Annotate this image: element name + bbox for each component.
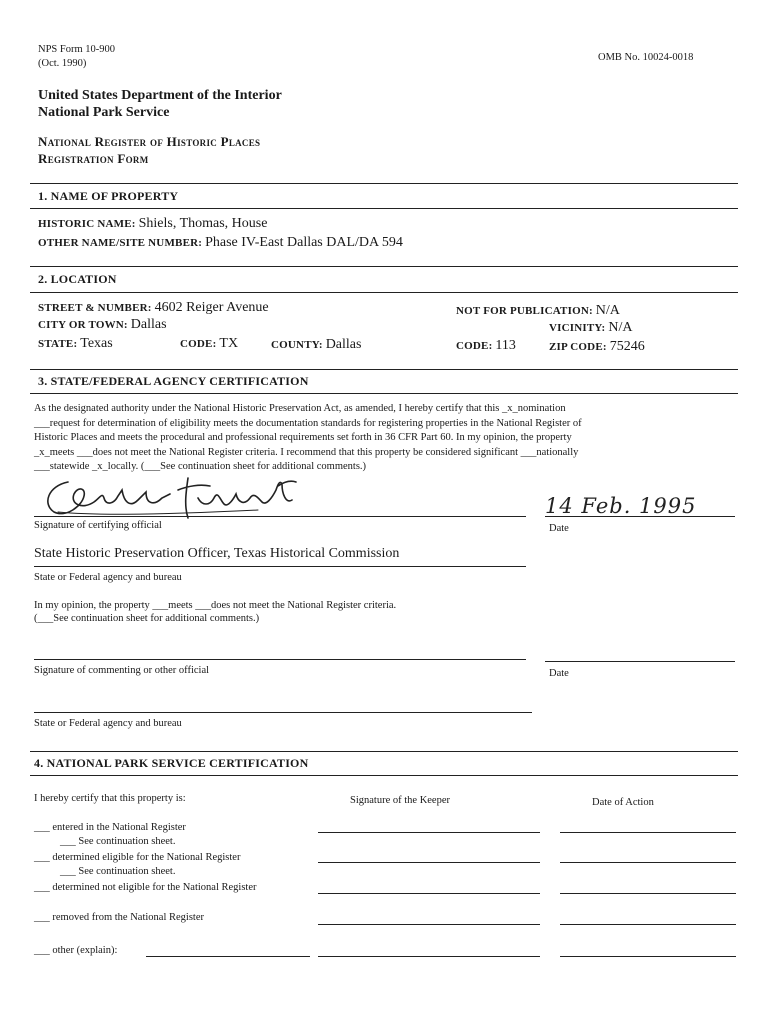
county-code-value: 113 — [495, 338, 516, 353]
other-explain-line[interactable] — [146, 956, 310, 957]
section-divider — [30, 183, 738, 184]
certifying-official-title: State Historic Preservation Officer, Texas Historical Commission — [34, 546, 400, 561]
date-of-action-label: Date of Action — [592, 797, 654, 808]
opinion-line: In my opinion, the property ___meets ___does not meet the National Register criteria. — [34, 600, 397, 611]
county-code-label: CODE: 113 — [456, 338, 516, 353]
county-label: COUNTY: Dallas — [271, 337, 362, 352]
vicinity-value: N/A — [608, 320, 633, 335]
status-option-eligible[interactable]: ___ determined eligible for the National Register — [34, 852, 241, 863]
not-for-publication-value: N/A — [595, 303, 620, 318]
other-name-value: Phase IV-East Dallas DAL/DA 594 — [205, 235, 403, 250]
form-date: (Oct. 1990) — [38, 58, 87, 69]
agency-line — [34, 566, 526, 567]
status-option-other[interactable]: ___ other (explain): — [34, 945, 118, 956]
certifying-date-line — [545, 516, 735, 517]
date-of-action-line[interactable] — [560, 924, 736, 925]
certify-intro: I hereby certify that this property is: — [34, 793, 186, 804]
agency-label: State or Federal agency and bureau — [34, 572, 182, 583]
agency-label-2: State or Federal agency and bureau — [34, 718, 182, 729]
section-heading-name-of-property: 1. NAME OF PROPERTY — [38, 189, 179, 203]
section-divider — [30, 369, 738, 370]
keeper-signature-label: Signature of the Keeper — [350, 795, 451, 806]
status-option-label: determined eligible for the National Register — [52, 852, 241, 863]
date-of-action-line[interactable] — [560, 832, 736, 833]
keeper-signature-line[interactable] — [318, 862, 540, 863]
date-of-action-line[interactable] — [560, 956, 736, 957]
form-title-line1: National Register of Historic Places — [38, 134, 261, 149]
continuation-option-label: See continuation sheet. — [78, 866, 176, 877]
continuation-option[interactable]: ___ See continuation sheet. — [60, 836, 176, 847]
status-option-entered[interactable]: ___ entered in the National Register — [34, 822, 186, 833]
section-divider — [30, 751, 738, 752]
commenting-signature-line — [34, 659, 526, 660]
omb-number: OMB No. 10024-0018 — [598, 52, 694, 63]
section-divider — [30, 393, 738, 394]
status-option-label: determined not eligible for the National Register — [52, 882, 257, 893]
service-name: National Park Service — [38, 105, 170, 120]
continuation-option[interactable]: ___ See continuation sheet. — [60, 866, 176, 877]
section-divider — [30, 775, 738, 776]
opinion-continuation: (___See continuation sheet for additional comments.) — [34, 613, 260, 624]
section-divider — [30, 208, 738, 209]
street-label: STREET & NUMBER: 4602 Reiger Avenue — [38, 300, 269, 315]
other-name-label: OTHER NAME/SITE NUMBER: Phase IV-East Dallas DAL/DA 594 — [38, 235, 403, 250]
county-value: Dallas — [325, 337, 362, 352]
status-option-not-eligible[interactable]: ___ determined not eligible for the National Register — [34, 882, 257, 893]
handwritten-signature — [38, 472, 308, 522]
commenting-signature-label: Signature of commenting or other official — [34, 665, 210, 676]
city-value: Dallas — [130, 317, 167, 332]
certification-line: ___statewide _x_locally. (___See continuation sheet for additional comments.) — [34, 461, 367, 473]
certifying-signature-label: Signature of certifying official — [34, 520, 162, 531]
date-of-action-line[interactable] — [560, 862, 736, 863]
status-option-removed[interactable]: ___ removed from the National Register — [34, 912, 204, 923]
section-heading-location: 2. LOCATION — [38, 272, 117, 286]
signed-date-handwritten: 14 Feb. 1995 — [545, 494, 697, 518]
certification-line: ___request for determination of eligibility meets the documentation standards for registering properties in the National Register of — [34, 417, 582, 429]
historic-name-value: Shiels, Thomas, House — [138, 216, 268, 231]
department-name: United States Department of the Interior — [38, 88, 282, 103]
state-code-label: CODE: TX — [180, 336, 239, 351]
keeper-signature-line[interactable] — [318, 924, 540, 925]
section-heading-certification: 3. STATE/FEDERAL AGENCY CERTIFICATION — [38, 374, 309, 388]
historic-name-label: HISTORIC NAME: Shiels, Thomas, House — [38, 216, 268, 231]
agency-line-2 — [34, 712, 532, 713]
certification-paragraph — [34, 402, 706, 475]
not-for-publication-label: NOT FOR PUBLICATION: N/A — [456, 303, 620, 318]
continuation-option-label: See continuation sheet. — [78, 836, 176, 847]
state-label: STATE: Texas — [38, 336, 113, 351]
zip-label: ZIP CODE: 75246 — [549, 339, 645, 354]
form-number: NPS Form 10-900 — [38, 44, 116, 55]
form-title-line2: Registration Form — [38, 151, 149, 166]
section-heading-nps-certification: 4. NATIONAL PARK SERVICE CERTIFICATION — [34, 756, 309, 770]
date-of-action-line[interactable] — [560, 893, 736, 894]
vicinity-label: VICINITY: N/A — [549, 320, 633, 335]
zip-value: 75246 — [609, 339, 645, 354]
keeper-signature-line[interactable] — [318, 956, 540, 957]
certification-line: As the designated authority under the National Historic Preservation Act, as amended, I hereby certify that this _x_nomination — [34, 403, 566, 414]
certifying-date-label: Date — [549, 523, 569, 534]
section-divider — [30, 266, 738, 267]
state-value: Texas — [80, 336, 113, 351]
certification-line: Historic Places and meets the procedural and professional requirements set forth in 36 CFR Part 60. In my opinion, the property — [34, 432, 572, 444]
street-value: 4602 Reiger Avenue — [154, 300, 269, 315]
state-code-value: TX — [219, 336, 239, 351]
section-divider — [30, 292, 738, 293]
keeper-signature-line[interactable] — [318, 832, 540, 833]
status-option-label: removed from the National Register — [52, 912, 204, 923]
certifying-signature-line — [34, 516, 526, 517]
keeper-signature-line[interactable] — [318, 893, 540, 894]
commenting-date-label: Date — [549, 668, 569, 679]
status-option-label: entered in the National Register — [52, 822, 186, 833]
commenting-date-line — [545, 661, 735, 662]
city-label: CITY OR TOWN: Dallas — [38, 317, 167, 332]
status-option-label: other (explain): — [52, 945, 118, 956]
certification-line: _x_meets ___does not meet the National Register criteria. I recommend that this property be considered significant ___nationally — [34, 446, 579, 458]
